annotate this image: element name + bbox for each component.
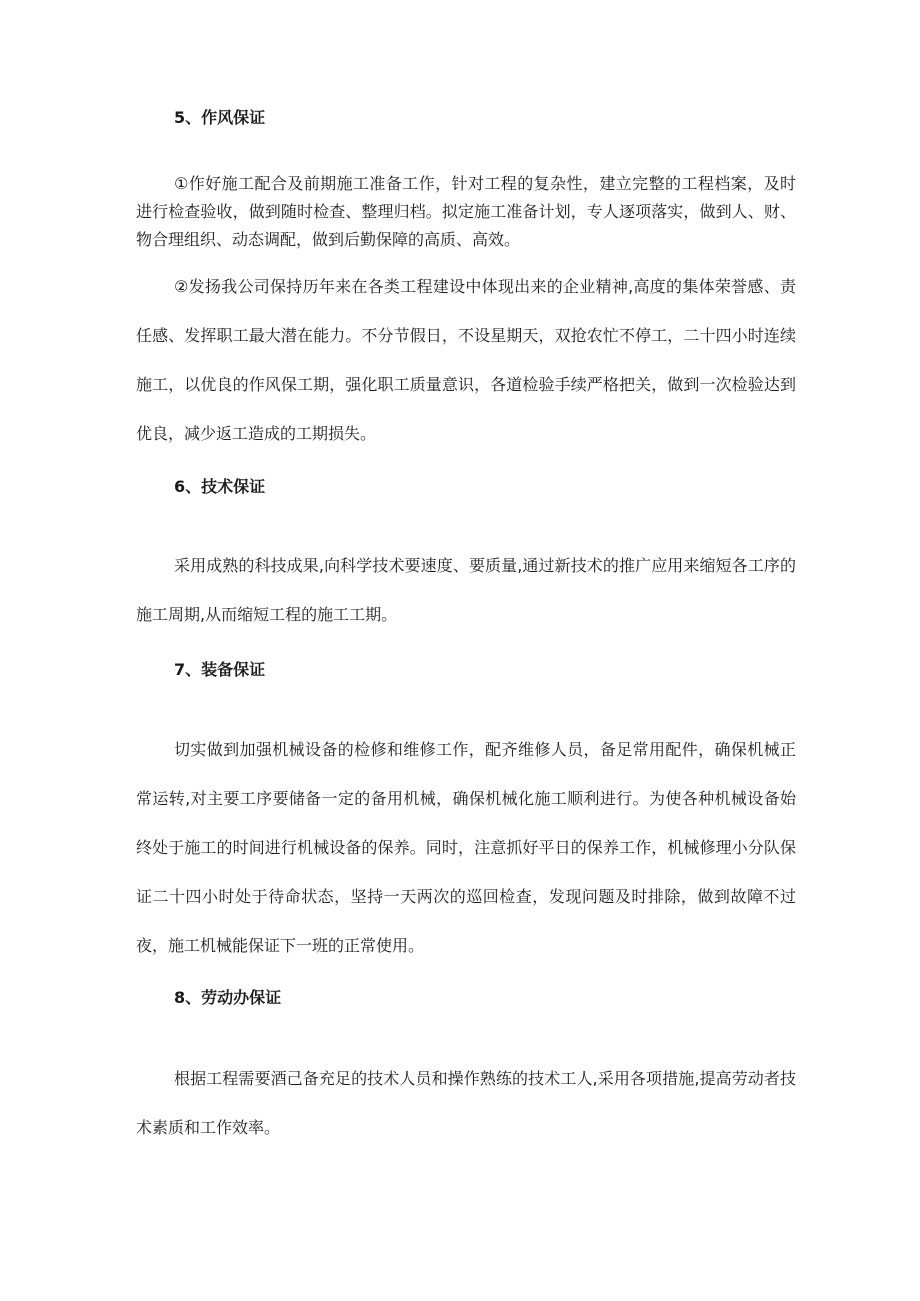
section-8-paragraph-1: 根据工程需要酒己备充足的技术人员和操作熟练的技术工人,采用各项措施,提高劳动者技术素质和工作效率。 — [136, 1069, 796, 1137]
section-6-paragraph-1: 采用成熟的科技成果,向科学技术要速度、要质量,通过新技术的推广应用来缩短各工序的施工周期,从而缩短工程的施工工期。 — [136, 556, 796, 624]
section-7-heading: 7、装备保证 — [174, 660, 266, 679]
section-7-paragraph-1: 切实做到加强机械设备的检修和维修工作，配齐维修人员，备足常用配件，确保机械正常运转,对主要工序要储备一定的备用机械，确保机械化施工顺利进行。为使各种机械设备始终处于施工的时间进行机械设备的保养。同时，注意抓好平日的保养工作，机械修理小分队保证二十四小时处于待命状态，坚持一天两次的巡回检查，发现问题及时排除，做到故障不过夜，施工机械能保证下一班的正常使用。 — [136, 740, 796, 955]
section-8-heading: 8、劳动办保证 — [174, 988, 282, 1007]
section-5-heading: 5、作风保证 — [174, 108, 266, 127]
section-5-paragraph-2: ②发扬我公司保持历年来在各类工程建设中体现出来的企业精神,高度的集体荣誉感、责任感、发挥职工最大潜在能力。不分节假日，不设星期天，双抢农忙不停工，二十四小时连续施工，以优良的作风保工期，强化职工质量意识，各道检验手续严格把关，做到一次检验达到优良，减少返工造成的工期损失。 — [136, 277, 796, 443]
section-6-heading: 6、技术保证 — [174, 477, 266, 496]
section-5-paragraph-1: ①作好施工配合及前期施工准备工作，针对工程的复杂性，建立完整的工程档案，及时进行检查验收，做到随时检查、整理归档。拟定施工准备计划，专人逐项落实，做到人、财、物合理组织、动态调配，做到后勤保障的高质、高效。 — [136, 174, 796, 249]
